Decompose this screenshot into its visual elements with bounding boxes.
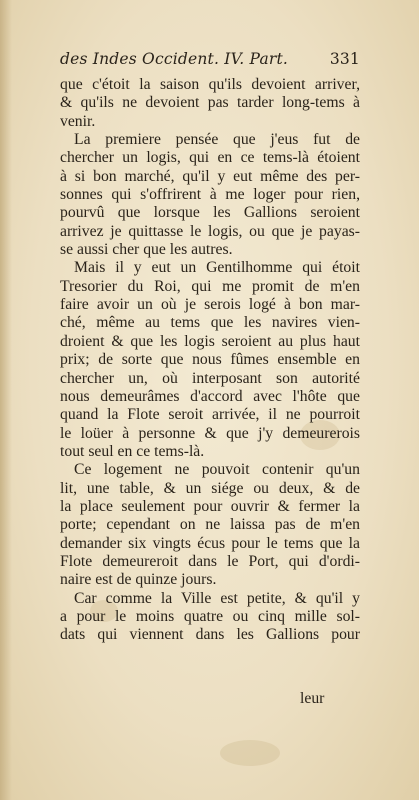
text-line: La premiere pensée que j'eus fut de [74,131,360,149]
catchword: leur [300,690,325,707]
text-line: demander six vingts écus pour le tems que la [60,534,360,552]
text-line: ché, même au tems que les navires vien- [60,314,360,332]
running-title: des Indes Occident. IV. Part. [60,50,289,68]
text-line: pourvû que lorsque les Gallions seroient [60,204,360,222]
text-line: Mais il y eut un Gentilhomme qui étoit [74,259,360,277]
text-line: tout seul en ce tems-là. [60,442,205,460]
text-line: Tresorier du Roi, qui me promit de m'en [60,277,360,295]
text-line: & qu'ils ne devoient pas tarder long-tems à [60,94,360,112]
text-line: nous demeurâmes d'accord avec l'hôte que [60,387,360,405]
text-line: chercher un, où interposant son autorité [60,369,360,387]
text-line: arrivez je quittasse le logis, ou que je payas- [60,222,360,240]
text-line: Flote demeureroit dans le Port, qui d'ordi- [60,552,360,570]
text-line: sonnes qui s'offrirent à me loger pour rien, [60,186,360,204]
text-line: Car comme la Ville est petite, & qu'il y [74,589,360,607]
page-number: 331 [329,50,360,68]
text-line: Ce logement ne pouvoit contenir qu'un [74,461,360,479]
text-line: venir. [60,112,96,130]
text-line: se aussi cher que les autres. [60,241,233,259]
body-text [60,76,360,645]
text-line: a pour le moins quatre ou cinq mille sol- [60,607,360,625]
text-line: lit, une table, & un siége ou deux, & de [60,479,360,497]
text-line: porte; cependant on ne laissa pas de m'en [60,516,360,534]
page-edge-shadow [0,0,12,800]
text-line: prix; de sorte que nous fûmes ensemble en [60,351,360,369]
text-line: la place seulement pour ouvrir & fermer la [60,497,360,515]
text-line: quand la Flote seroit arrivée, il ne pourroit [60,406,360,424]
paper-stain [220,740,280,766]
running-header [60,50,360,70]
text-line: que c'étoit la saison qu'ils devoient arriver, [60,76,360,93]
text-line: le loüer à personne & que j'y demeurerois [60,424,360,442]
text-line: à si bon marché, qu'il y eut même des per- [60,167,360,185]
text-line: chercher un logis, qui en ce tems-là étoient [60,149,360,167]
text-line: dats qui viennent dans les Gallions pour [60,626,360,644]
text-line: droient & que les logis seroient au plus haut [60,332,360,350]
text-line: faire avoir un où je serois logé à bon mar- [60,296,360,314]
text-line: naire est de quinze jours. [60,571,217,589]
